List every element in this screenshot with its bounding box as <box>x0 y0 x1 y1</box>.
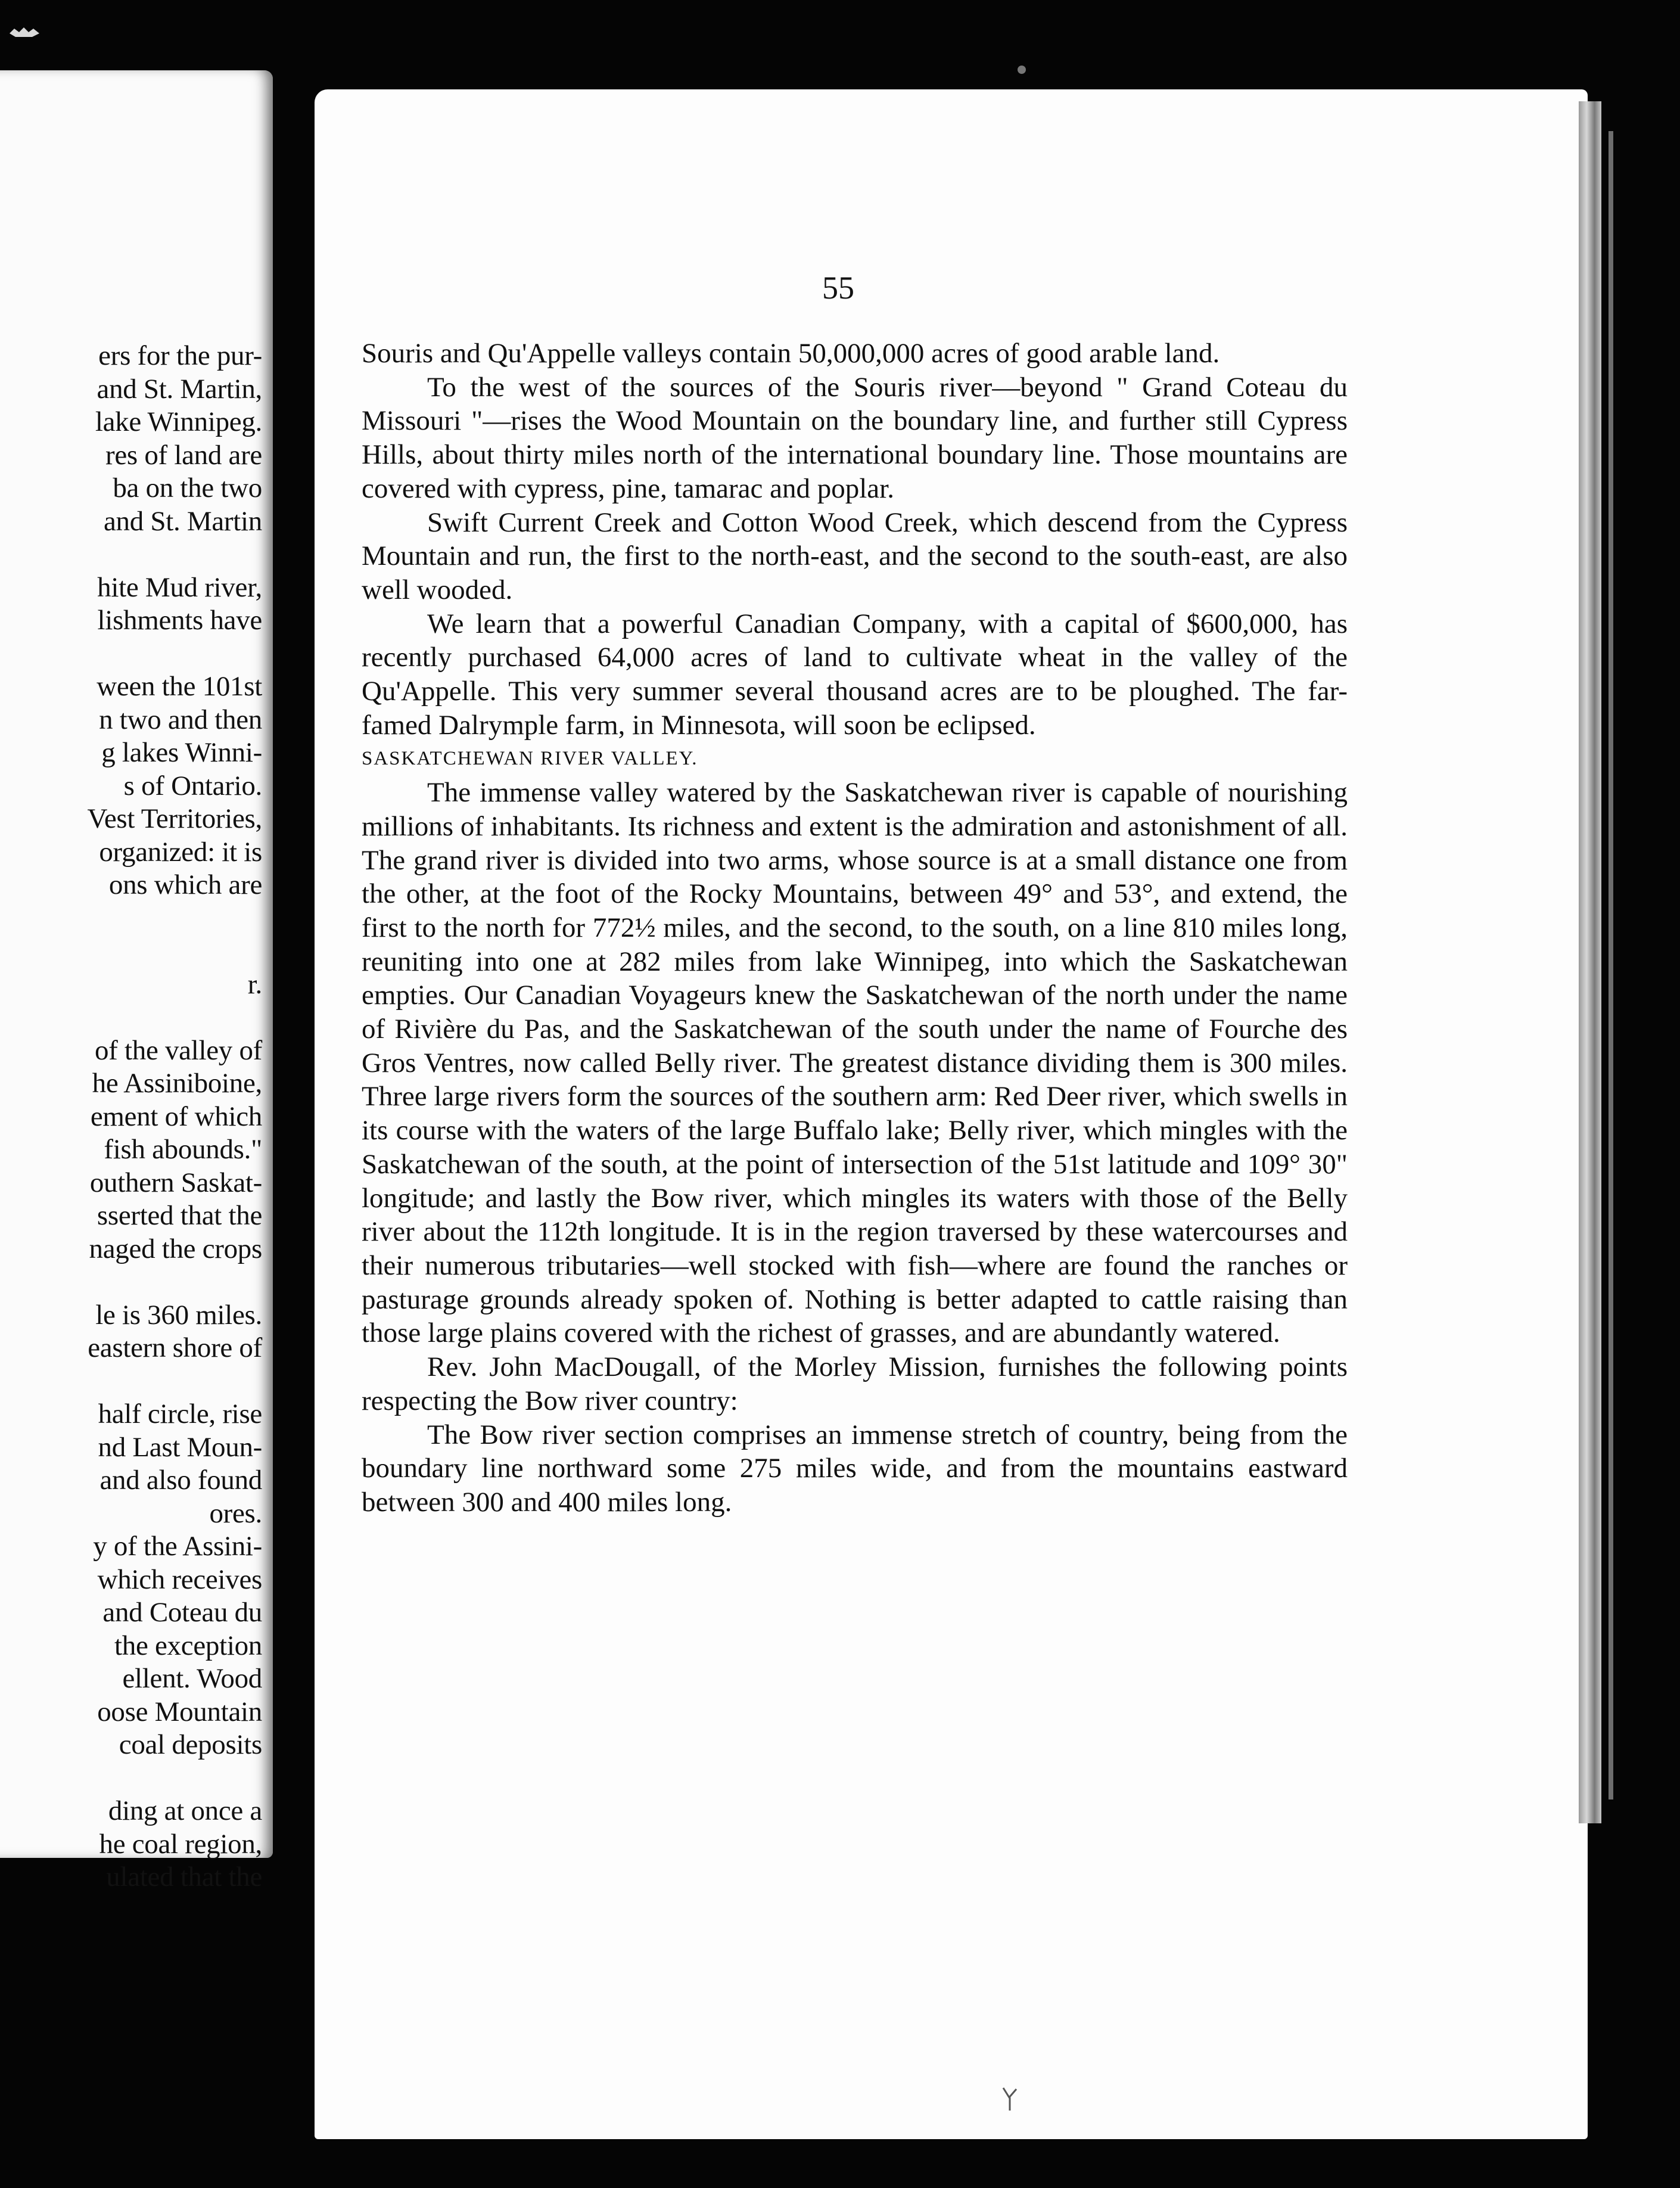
page-edge-line <box>1609 131 1613 1799</box>
fragment-line: ers for the pur- <box>98 340 262 371</box>
fragment-line: y of the Assini- <box>93 1531 262 1562</box>
paragraph: We learn that a powerful Canadian Company, with a capital of $600,000, has recently purchased 64,000 acres of land to cultivate wheat in the valley of the Qu'Appelle. This very summer several thousand acres are to be ploughed. The far-famed Dalrymple farm, in Minnesota, will soon be eclipsed. <box>362 608 1348 741</box>
fragment-line: coal deposits <box>119 1729 262 1760</box>
paragraph: Rev. John MacDougall, of the Morley Mission, furnishes the following points respecting the Bow river country: <box>362 1351 1348 1416</box>
left-page-fragment <box>0 70 273 1892</box>
fragment-line: half circle, rise <box>98 1398 262 1429</box>
fragment-line: lishments have <box>97 605 262 636</box>
fragment-line: res of land are <box>105 439 262 471</box>
fragment-line: ellent. Wood <box>122 1663 262 1694</box>
paragraph: To the west of the sources of the Souris river—beyond " Grand Coteau du Missouri "—rises the Wood Mountain on the boundary line, and further still Cypress Hills, about thirty miles north of the international boundary line. Those mountains are covered with cypress, pine, tamarac and poplar. <box>362 371 1348 504</box>
fragment-line: hite Mud river, <box>97 571 262 603</box>
fragment-line: he coal region, <box>99 1828 262 1860</box>
binding-mark <box>1001 2086 1019 2113</box>
paragraph: The Bow river section comprises an immense stretch of country, being from the boundary line northward some 275 miles wide, and from the mountains eastward between 300 and 400 miles long. <box>362 1419 1348 1518</box>
paragraph: Swift Current Creek and Cotton Wood Creek, which descend from the Cypress Mountain and run, the first to the north-east, and the second to the south-east, are also well wooded. <box>362 506 1348 605</box>
section-heading: SASKATCHEWAN RIVER VALLEY. <box>362 748 698 770</box>
fragment-line: outhern Saskat- <box>89 1167 262 1198</box>
fragment-line: eastern shore of <box>88 1332 262 1363</box>
page-edge <box>1579 101 1601 1823</box>
speck-mark <box>1018 66 1026 74</box>
fragment-line: organized: it is <box>99 836 262 868</box>
fragment-line: s of Ontario. <box>123 770 262 801</box>
fragment-line: lake Winnipeg. <box>95 406 262 437</box>
fragment-line: Vest Territories, <box>87 803 262 834</box>
fragment-line: r. <box>247 968 262 1000</box>
page-number: 55 <box>822 270 854 306</box>
fragment-line: ding at once a <box>108 1795 262 1826</box>
fragment-line: which receives <box>97 1564 262 1595</box>
fragment-line: n two and then <box>99 704 262 735</box>
fragment-line: fish abounds." <box>104 1134 262 1165</box>
paragraph: The immense valley watered by the Saskatchewan river is capable of nourishing millions of inhabitants. Its richness and extent is the admiration and astonishment of all. The grand river is divided into two arms, whose source is at a small distance one from the other, at the foot of the Rocky Mountains, between 49° and 53°, and extend, the first to the north for 772½ miles, and the second, to the south, on a line 810 miles long, reuniting into one at 282 miles from lake Winnipeg, into which the Saskatchewan empties. Our Canadian Voyageurs knew the Saskatchewan of the north under the name of Rivière du Pas, and the Saskatchewan of the south under the name of Fourche des Gros Ventres, now called Belly river. The greatest distance dividing them is 300 miles. Three large rivers form the sources of the southern arm: Red Deer river, which swells in its course with the waters of the large Buffalo lake; Belly river, which mingles with the Saskatchewan of the south, at the point of intersection of the 51st latitude and 109° 30" longitude; and lastly the Bow river, which mingles its waters with those of the Belly river about the 112th longitude. It is in the region traversed by these watercourses and their numerous tributaries—well stocked with fish—where are found the ranches or pasturage grounds already spoken of. Nothing is better adapted to cattle raising than those large plains covered with the richest of grasses, and are abundantly watered. <box>362 777 1348 1349</box>
fragment-line: and St. Martin <box>103 505 262 537</box>
fragment-line: sserted that the <box>97 1200 262 1231</box>
fragment-line: le is 360 miles. <box>95 1299 262 1331</box>
fragment-line: the exception <box>114 1630 262 1661</box>
fragment-line: nd Last Moun- <box>98 1431 262 1463</box>
paragraph: Souris and Qu'Appelle valleys contain 50,000,000 acres of good arable land. <box>362 338 1220 369</box>
fragment-line: ement of which <box>90 1101 262 1132</box>
fragment-line: oose Mountain <box>97 1696 262 1727</box>
fragment-line: he Assiniboine, <box>92 1068 262 1099</box>
corner-mark <box>8 25 41 38</box>
body-text <box>362 337 1348 1519</box>
fragment-line: ba on the two <box>113 473 262 504</box>
fragment-line: of the valley of <box>94 1034 262 1066</box>
fragment-line: and St. Martin, <box>97 373 262 405</box>
fragment-line: and Coteau du <box>102 1597 262 1628</box>
fragment-line: ores. <box>209 1497 262 1529</box>
fragment-line: naged the crops <box>89 1233 262 1264</box>
fragment-line: ween the 101st <box>97 671 262 702</box>
fragment-line: and also found <box>99 1465 262 1496</box>
fragment-line: ulated that the <box>106 1861 262 1892</box>
fragment-line: g lakes Winni- <box>101 737 262 768</box>
fragment-line: ons which are <box>108 869 262 900</box>
